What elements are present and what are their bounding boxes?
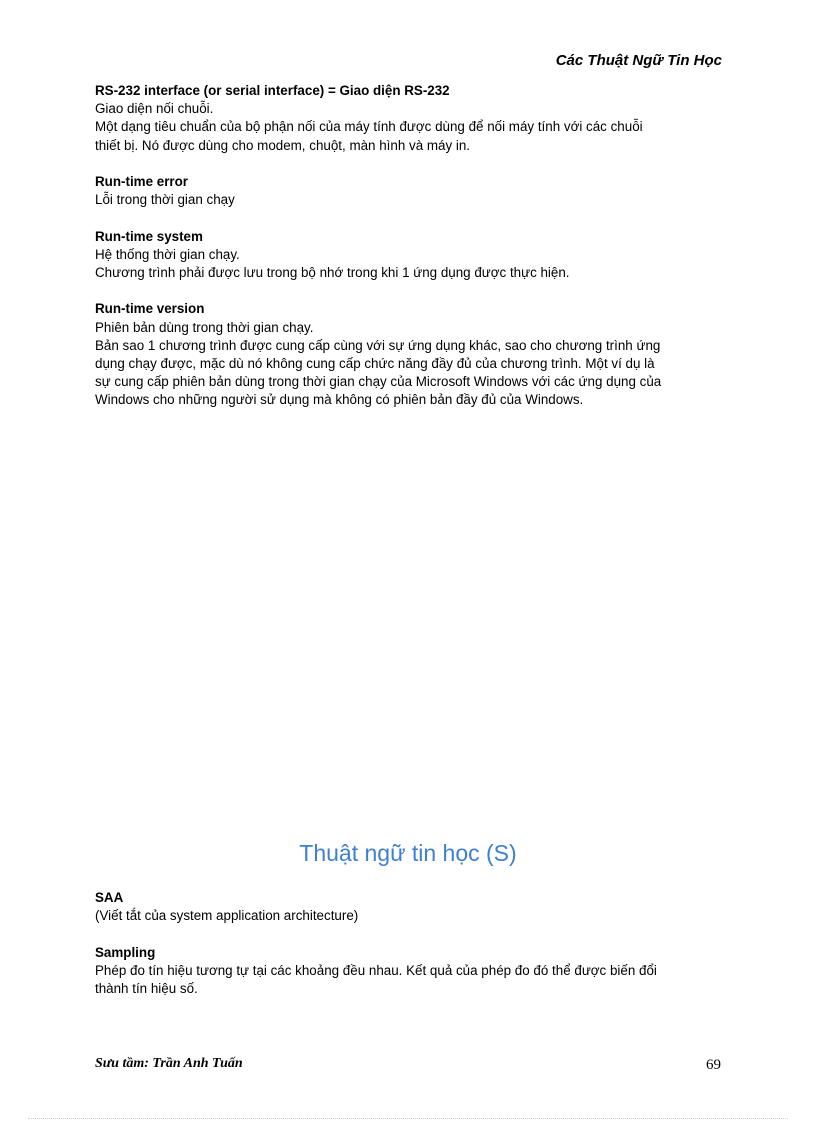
term-heading: RS-232 interface (or serial interface) = Giao diện RS-232 [95, 83, 450, 98]
running-header: Các Thuật Ngữ Tin Học [555, 52, 722, 69]
glossary-entry-runtime-system [95, 228, 721, 283]
glossary-entry-runtime-error [95, 173, 721, 209]
glossary-entry-rs232 [95, 82, 721, 155]
definition-line: Một dạng tiêu chuẩn của bộ phận nối của máy tính được dùng để nối máy tính với các chuỗi [95, 119, 643, 135]
entries-s-block [95, 889, 721, 1016]
definition-line: thành tín hiệu số. [95, 981, 198, 996]
term-heading: Run-time system [95, 228, 203, 244]
definition-line: thiết bị. Nó được dùng cho modem, chuột, màn hình và máy in. [95, 137, 471, 153]
glossary-entry-sampling [95, 944, 721, 999]
definition-line: dụng chạy được, mặc dù nó không cung cấp chức năng đầy đủ của chương trình. Một ví dụ là [95, 356, 655, 371]
definition-line: Phép đo tín hiệu tương tự tại các khoảng đều nhau. Kết quả của phép đo đó thể được biến đổi [95, 962, 657, 978]
page-number: 69 [706, 1057, 721, 1073]
definition-line: Chương trình phải được lưu trong bộ nhớ trong khi 1 ứng dụng được thực hiện. [95, 265, 570, 280]
definition-line: Hệ thống thời gian chạy. [95, 246, 240, 262]
page-bottom-divider [28, 1118, 788, 1119]
definition-line: Phiên bản dùng trong thời gian chạy. [95, 319, 314, 335]
term-heading: Sampling [95, 944, 156, 960]
entries-r-block [95, 82, 721, 428]
definition-line: sự cung cấp phiên bản dùng trong thời gian chạy của Microsoft Windows với các ứng dụng của [95, 374, 662, 390]
term-heading: SAA [95, 890, 124, 905]
definition-line: Bản sao 1 chương trình được cung cấp cùng với sự ứng dụng khác, sao cho chương trình ứng [95, 337, 661, 353]
term-heading: Run-time version [95, 301, 205, 317]
section-heading-s: Thuật ngữ tin học (S) [299, 840, 517, 866]
definition-line: Windows cho những người sử dụng mà không có phiên bản đầy đủ của Windows. [95, 392, 584, 408]
definition-line: Lỗi trong thời gian chạy [95, 192, 235, 208]
definition-line: Giao diện nối chuỗi. [95, 101, 214, 117]
footer-credit: Sưu tầm: Trần Anh Tuấn [95, 1056, 243, 1071]
definition-line: (Viết tắt của system application architecture) [95, 908, 359, 924]
term-heading: Run-time error [95, 174, 189, 189]
glossary-entry-saa [95, 889, 721, 925]
glossary-entry-runtime-version [95, 300, 721, 409]
